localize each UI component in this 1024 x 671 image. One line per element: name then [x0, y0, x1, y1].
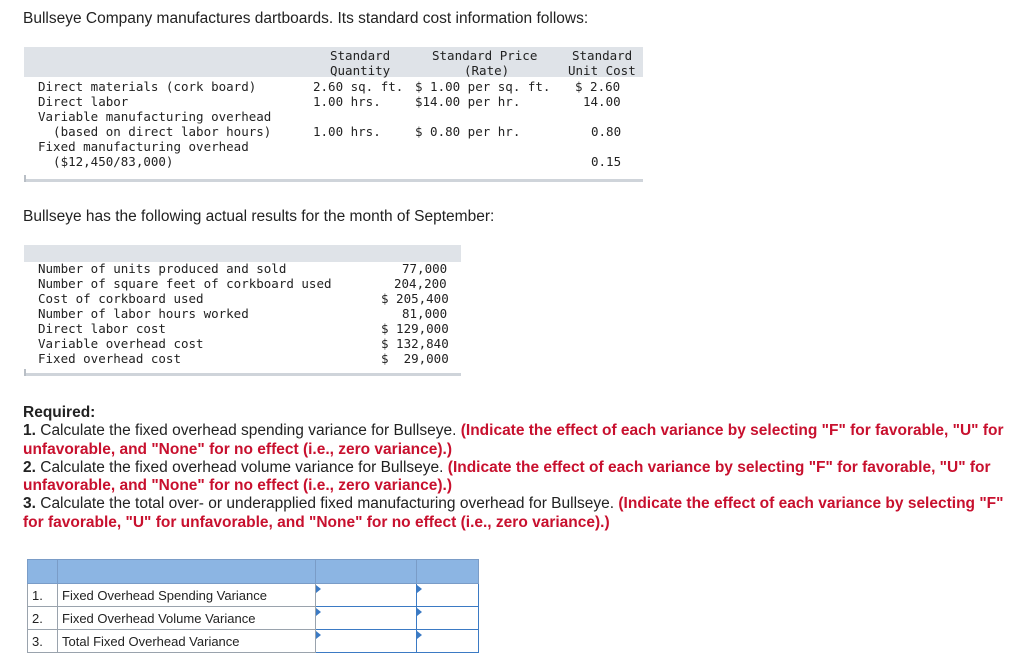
row-label: Fixed overhead cost [38, 351, 181, 366]
required-title: Required: [23, 404, 96, 421]
row-price: $ 0.80 per hr. [415, 124, 521, 139]
row-value: 81,000 [402, 306, 448, 321]
effect-select[interactable] [417, 630, 479, 653]
row-label: Variable manufacturing overhead [38, 109, 272, 124]
item-text: Calculate the fixed overhead volume variance for Bullseye. [35, 458, 448, 476]
answer-table-header [28, 560, 479, 584]
intro-text: Bullseye Company manufactures dartboards. Its standard cost information follows: [23, 10, 589, 27]
row-price: $14.00 per hr. [415, 94, 521, 109]
row-value: $ 205,400 [381, 291, 449, 306]
row-label: Number of square feet of corkboard used [38, 276, 332, 291]
input-marker-icon [316, 585, 321, 593]
header-unit-cost-2: Unit Cost [568, 63, 636, 78]
row-unit-cost: 0.80 [591, 124, 622, 139]
row-label: Fixed Overhead Volume Variance [58, 607, 316, 630]
actual-results-intro: Bullseye has the following actual results for the month of September: [23, 208, 495, 225]
row-label: Fixed manufacturing overhead [38, 139, 249, 154]
amount-input[interactable] [316, 630, 417, 653]
row-label: Fixed Overhead Spending Variance [58, 584, 316, 607]
row-value: $ 29,000 [381, 351, 449, 366]
table-bottom-rule [24, 179, 643, 182]
row-label: Total Fixed Overhead Variance [58, 630, 316, 653]
header-unit-cost-1: Standard [572, 48, 633, 63]
input-marker-icon [417, 631, 422, 639]
row-unit-cost: 14.00 [583, 94, 621, 109]
item-number: 3. [23, 495, 36, 513]
item-note: (Indicate the effect of each variance by selecting "F" for favorable, "U" for unfavorable, and "None" for no effect (i.e., zero variance).) [23, 495, 1004, 531]
item-note: (Indicate the effect of each variance by selecting "F" for favorable, "U" for unfavorable, and "None" for no effect (i.e., zero variance).) [23, 458, 991, 495]
required-item-3 [23, 495, 1008, 532]
actual-results-table [24, 245, 461, 380]
item-text: Calculate the fixed overhead spending variance for Bullseye. [35, 422, 461, 440]
input-marker-icon [417, 585, 422, 593]
header-price-1: Standard Price [432, 48, 538, 63]
header-quantity-2: Quantity [330, 63, 391, 78]
row-quantity: 2.60 sq. ft. [313, 79, 404, 94]
item-text: Calculate the total over- or underapplied fixed manufacturing overhead for Bullseye. [35, 495, 619, 513]
table-row [28, 630, 479, 653]
effect-select[interactable] [417, 584, 479, 607]
required-item-2 [23, 459, 1008, 496]
row-label: Direct labor [38, 94, 129, 109]
input-marker-icon [417, 608, 422, 616]
row-value: 77,000 [402, 261, 448, 276]
row-unit-cost: 0.15 [591, 154, 622, 169]
row-unit-cost: $ 2.60 [575, 79, 621, 94]
item-number: 2. [23, 458, 36, 476]
header-quantity-1: Standard [330, 48, 391, 63]
row-value: 204,200 [394, 276, 447, 291]
header-price-2: (Rate) [464, 63, 510, 78]
required-section [23, 404, 1008, 532]
standard-cost-table [24, 47, 643, 182]
row-price: $ 1.00 per sq. ft. [415, 79, 551, 94]
input-marker-icon [316, 608, 321, 616]
row-label: Direct labor cost [38, 321, 166, 336]
row-label: Variable overhead cost [38, 336, 204, 351]
row-label-sub: ($12,450/83,000) [38, 154, 174, 169]
table-bottom-rule [24, 373, 461, 376]
amount-input[interactable] [316, 584, 417, 607]
row-label: Direct materials (cork board) [38, 79, 257, 94]
item-number: 1. [23, 422, 36, 440]
row-label: Cost of corkboard used [38, 291, 204, 306]
effect-select[interactable] [417, 607, 479, 630]
input-marker-icon [316, 631, 321, 639]
row-label-sub: (based on direct labor hours) [38, 124, 272, 139]
row-label: Number of labor hours worked [38, 306, 249, 321]
row-label: Number of units produced and sold [38, 261, 287, 276]
answer-table [27, 559, 479, 653]
row-number: 3. [28, 630, 58, 653]
row-value: $ 132,840 [381, 336, 449, 351]
row-quantity: 1.00 hrs. [313, 94, 381, 109]
required-item-1 [23, 422, 1008, 459]
table-header-band [24, 245, 461, 262]
row-quantity: 1.00 hrs. [313, 124, 381, 139]
row-number: 2. [28, 607, 58, 630]
item-note: (Indicate the effect of each variance by selecting "F" for favorable, "U" for unfavorable, and "None" for no effect (i.e., zero variance).) [23, 422, 1004, 458]
row-number: 1. [28, 584, 58, 607]
row-value: $ 129,000 [381, 321, 449, 336]
table-row [28, 607, 479, 630]
amount-input[interactable] [316, 607, 417, 630]
table-row [28, 584, 479, 607]
